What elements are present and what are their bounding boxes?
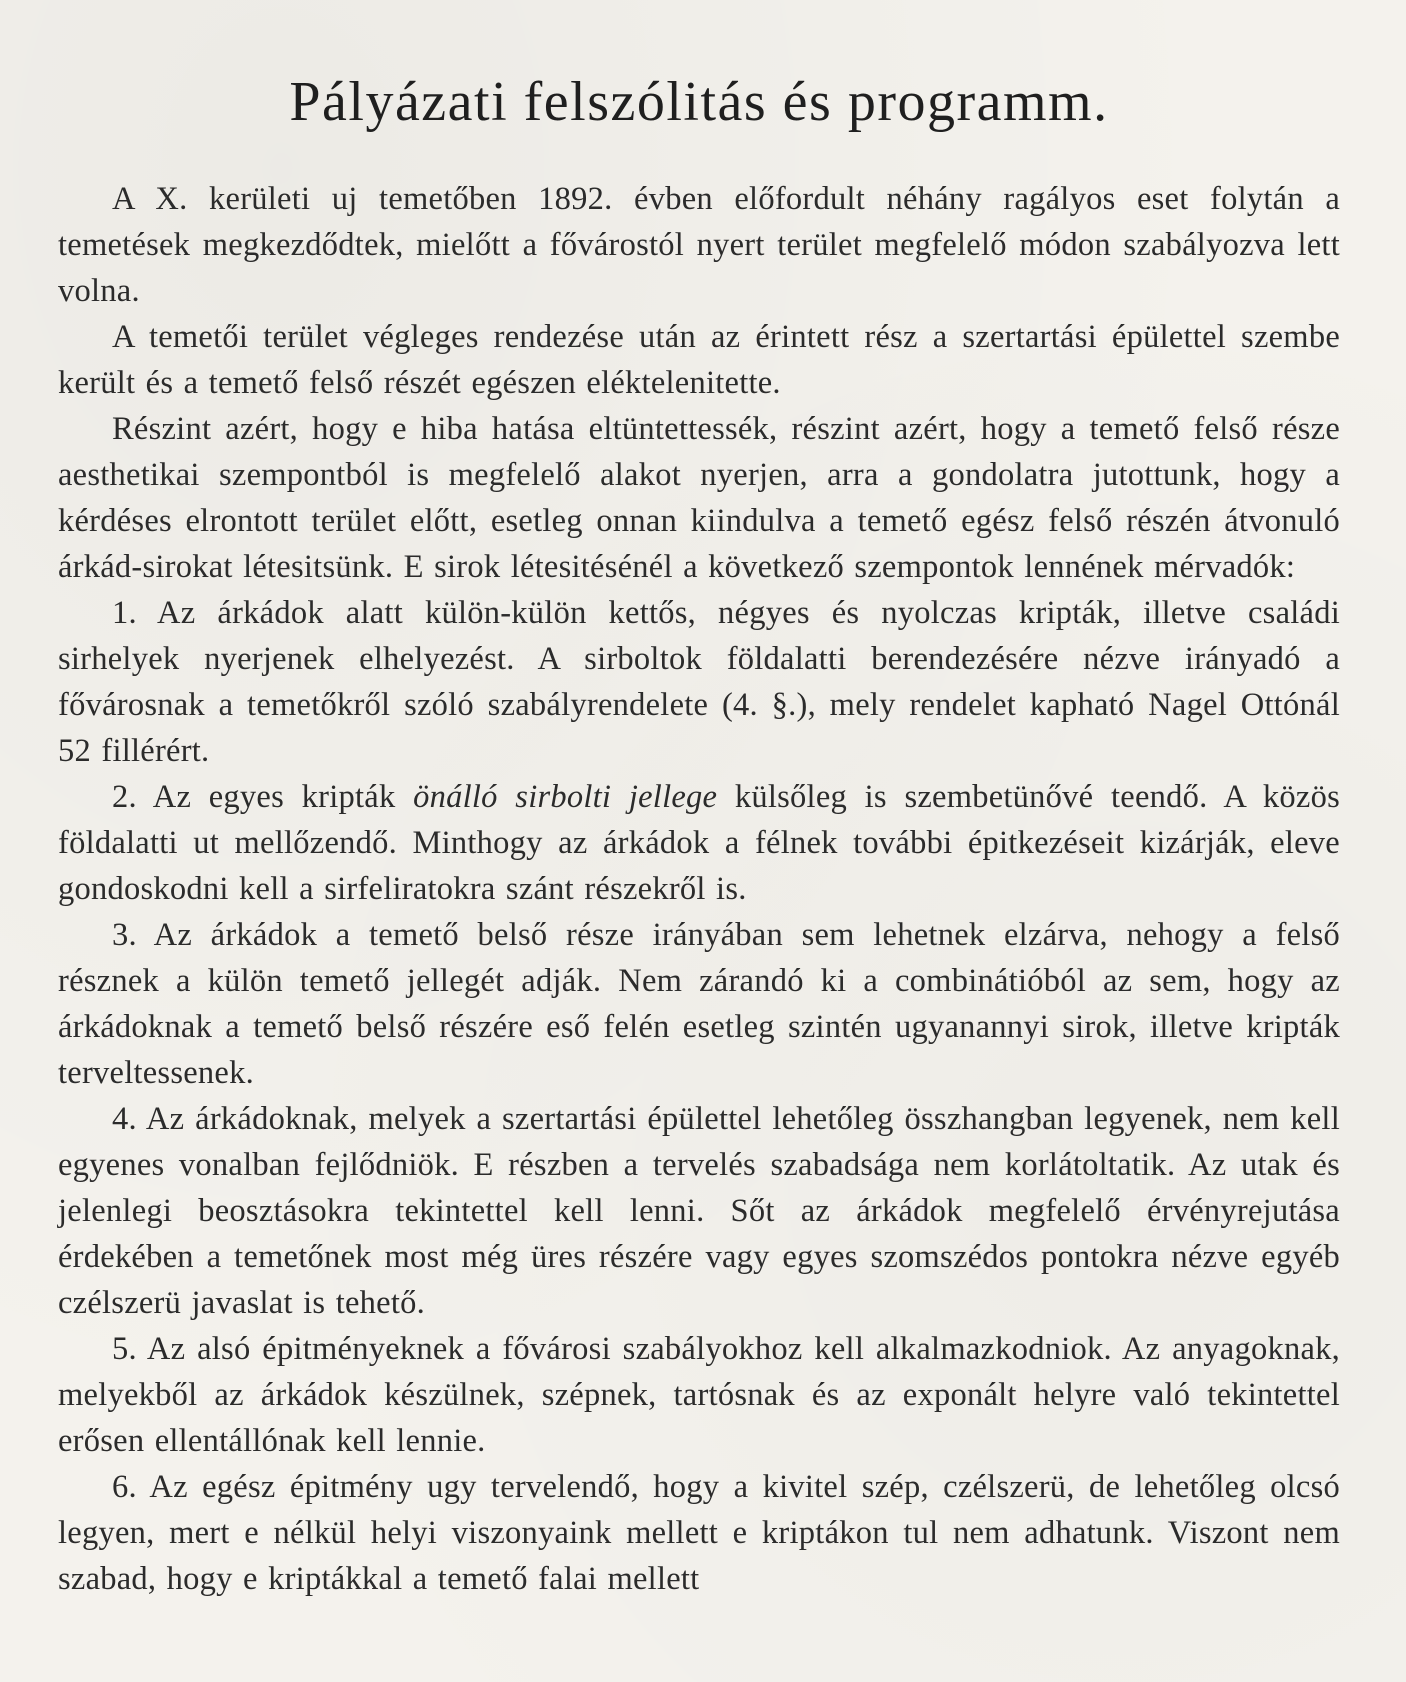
paragraph-point-6: 6. Az egész épitmény ugy tervelendő, hogy a kivitel szép, czélszerü, de lehetőleg olcsó legyen, mert e nélkül helyi viszonyaink mellett e kriptákon tul nem adhatunk. Viszont nem szabad, hogy e kriptákkal a temető falai mellett (58, 1469, 1340, 1597)
point-2-emphasis: önálló sirbolti jellege (413, 779, 718, 815)
paragraph-point-3: 3. Az árkádok a temető belső része irányában sem lehetnek elzárva, nehogy a felső résznek a külön temető jellegét adják. Nem zárandó ki a combinátióból az sem, hogy az árkádoknak a temető belső részére eső felén esetleg szintén ugyanannyi sirok, illetve kripták terveltessenek. (58, 917, 1340, 1091)
paragraph-point-4: 4. Az árkádoknak, melyek a szertartási épülettel lehetőleg összhangban legyenek, nem kell egyenes vonalban fejlődniök. E részben a tervelés szabadsága nem korlátoltatik. Az utak és jelenlegi beosztásokra tekintettel kell lenni. Sőt az árkádok megfelelő érvényrejutása érdekében a temetőnek most még üres részére vagy egyes szomszédos pontokra nézve egyéb czélszerü javaslat is tehető. (58, 1101, 1340, 1321)
point-2-text-before: 2. Az egyes kripták (112, 779, 414, 815)
document-body (58, 176, 1340, 1602)
paragraph-area-arrangement: A temetői terület végleges rendezése után az érintett rész a szertartási épülettel szembe került és a temető felső részét egészen eléktelenitette. (58, 319, 1340, 401)
paragraph-purpose: Részint azért, hogy e hiba hatása eltüntettessék, részint azért, hogy a temető felső része aesthetikai szempontból is megfelelő alakot nyerjen, arra a gondolatra jutottunk, hogy a kérdéses elrontott terület előtt, esetleg onnan kiindulva a temető egész felső részén átvonuló árkád-sirokat létesitsünk. E sirok létesitésénél a következő szempontok lennének mérvadók: (58, 411, 1340, 585)
paragraph-point-5: 5. Az alsó épitményeknek a fővárosi szabályokhoz kell alkalmazkodniok. Az anyagoknak, melyekből az árkádok készülnek, szépnek, tartósnak és az exponált helyre való tekintettel erősen ellentállónak kell lennie. (58, 1331, 1340, 1459)
paragraph-point-1: 1. Az árkádok alatt külön-külön kettős, négyes és nyolczas kripták, illetve családi sirhelyek nyerjenek elhelyezést. A sirboltok földalatti berendezésére nézve irányadó a fővárosnak a temetőkről szóló szabályrendelete (4. §.), mely rendelet kapható Nagel Ottónál 52 fillérért. (58, 595, 1340, 769)
point-2-text-after: külsőleg is szembetünővé teendő. A közös földalatti ut mellőzendő. Minthogy az árkádok a félnek további épitkezéseit kizárják, eleve gondoskodni kell a sirfeliratokra szánt részekről is. (58, 779, 1340, 907)
paragraph-intro: A X. kerületi uj temetőben 1892. évben előfordult néhány ragályos eset folytán a temetések megkezdődtek, mielőtt a fővárostól nyert terület megfelelő módon szabályozva lett volna. (58, 181, 1340, 309)
document-title: Pályázati felszólitás és programm. (289, 71, 1109, 133)
paragraph-point-2 (58, 774, 1340, 912)
